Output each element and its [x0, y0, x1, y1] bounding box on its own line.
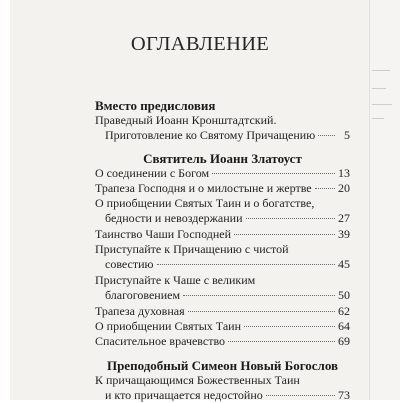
- dot-leader: [315, 188, 335, 189]
- page-title: ОГЛАВЛЕНИЕ: [130, 33, 270, 55]
- entry-text: Приготовление ко Святому Причащению: [105, 128, 316, 142]
- toc-entry[interactable]: [95, 181, 350, 196]
- toc-entry[interactable]: [95, 273, 350, 303]
- page-number: 20: [338, 181, 350, 195]
- dot-leader: [266, 395, 335, 396]
- page-number: 5: [344, 128, 350, 142]
- dot-leader: [234, 234, 335, 235]
- toc-entry[interactable]: [95, 166, 350, 181]
- toc-entry[interactable]: [95, 196, 350, 226]
- entry-text: О соединении с Богом: [95, 166, 210, 180]
- edge-mark: [372, 88, 386, 89]
- entry-text: О приобщении Святых Таин и о богатстве,: [95, 196, 315, 210]
- entry-text: и кто причащается недостойно: [105, 388, 263, 402]
- toc-entry[interactable]: [95, 113, 350, 143]
- page-number: 69: [338, 334, 350, 348]
- page-number: 45: [338, 257, 350, 271]
- section-heading: Преподобный Симеон Новый Богослов: [106, 358, 339, 373]
- dot-leader: [318, 135, 335, 136]
- entry-text: Трапеза Господня и о милостыне и жертве: [95, 181, 312, 195]
- dot-leader: [212, 173, 335, 174]
- page-number: 27: [338, 211, 350, 225]
- page-number: 62: [338, 304, 350, 318]
- dot-leader: [188, 311, 335, 312]
- dot-leader: [246, 218, 335, 219]
- toc-entry[interactable]: [95, 373, 350, 403]
- edge-mark: [372, 104, 392, 105]
- entry-text: Праведный Иоанн Кронштадтский.: [95, 113, 277, 127]
- dot-leader: [157, 264, 335, 265]
- toc-entry[interactable]: [95, 304, 350, 319]
- page-number: 50: [338, 288, 350, 302]
- entry-text: совестию: [105, 257, 154, 271]
- entry-text: К причащающимся Божественных Таин: [95, 373, 300, 387]
- section-heading: Святитель Иоанн Златоуст: [143, 151, 302, 166]
- dot-leader: [183, 295, 335, 296]
- edge-mark: [372, 118, 384, 119]
- page-number: 73: [338, 388, 350, 402]
- entry-text: Таинство Чаши Господней: [95, 227, 232, 241]
- entry-text: Приступайте к Причащению с чистой: [95, 242, 289, 256]
- toc-entry[interactable]: [95, 334, 350, 349]
- section-heading: Вместо предисловия: [95, 98, 216, 113]
- entry-text: бедности и невоздержании: [105, 211, 243, 225]
- dot-leader: [228, 341, 335, 342]
- entry-text: Спасительное врачевство: [95, 334, 226, 348]
- page-number: 39: [338, 227, 350, 241]
- toc-entry[interactable]: [95, 227, 350, 242]
- toc-entry[interactable]: [95, 242, 350, 272]
- next-page-edge: [369, 0, 400, 400]
- entry-text: благоговением: [105, 288, 181, 302]
- entry-text: О приобщении Святых Таин: [95, 319, 241, 333]
- edge-mark: [372, 70, 390, 71]
- page-number: 13: [338, 166, 350, 180]
- dot-leader: [244, 326, 335, 327]
- entry-text: Трапеза духовная: [95, 304, 185, 318]
- entry-text: Приступайте к Чаше с великим: [95, 273, 256, 287]
- toc-entry[interactable]: [95, 319, 350, 334]
- page-number: 64: [338, 319, 350, 333]
